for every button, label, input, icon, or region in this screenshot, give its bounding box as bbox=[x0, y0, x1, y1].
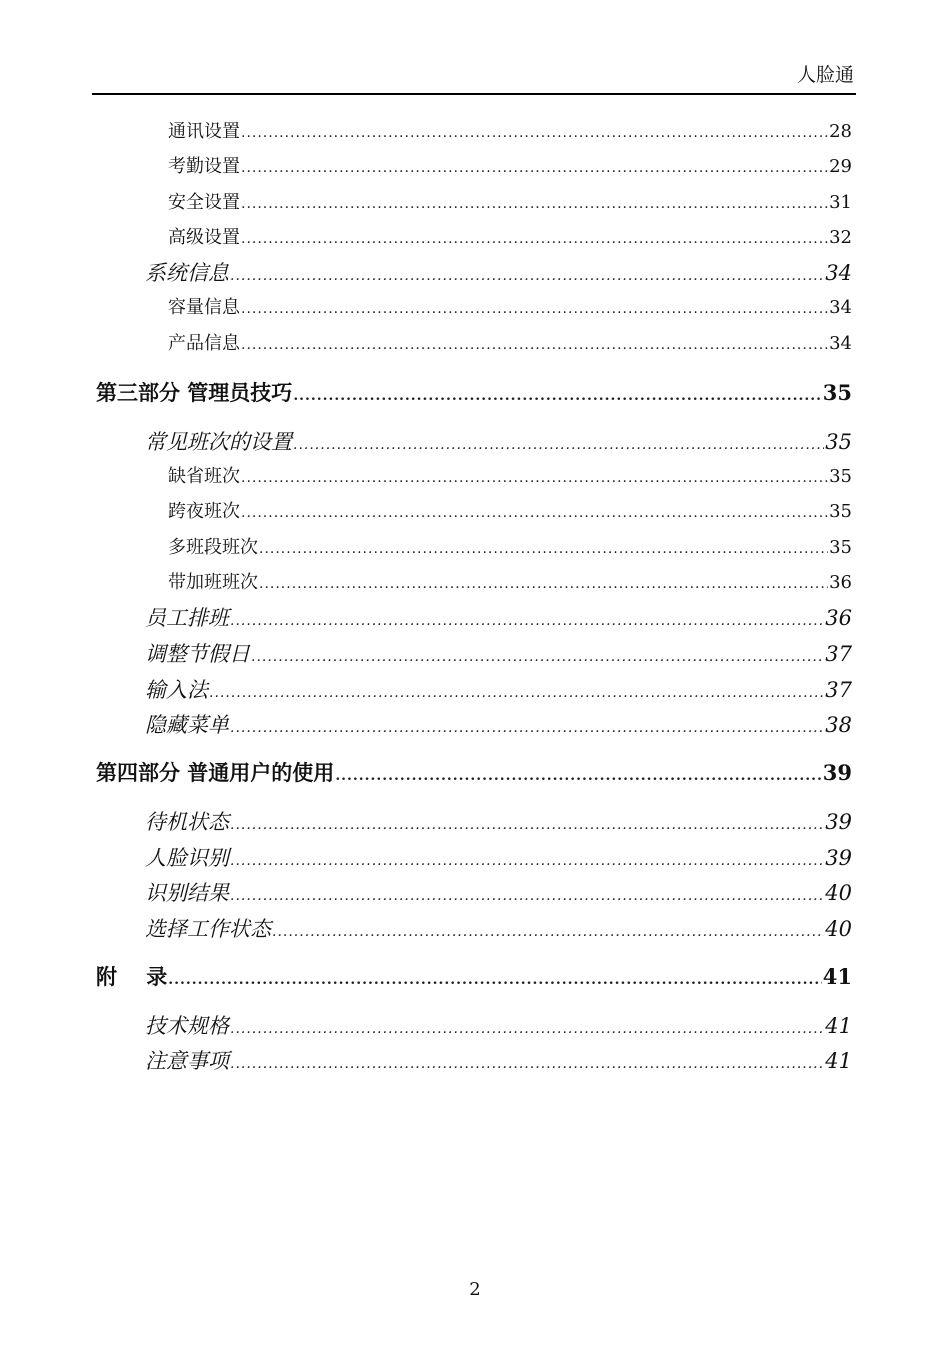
toc-leader-dots bbox=[241, 465, 828, 491]
toc-page-number: 35 bbox=[822, 380, 852, 405]
toc-entry-title: 容量信息 bbox=[168, 297, 240, 318]
toc-entry-comm-settings[interactable] bbox=[168, 119, 852, 146]
toc-leader-dots bbox=[230, 882, 824, 910]
toc-leader-dots bbox=[293, 431, 824, 459]
toc-page-number: 39 bbox=[825, 810, 852, 834]
toc-entry-appendix[interactable] bbox=[96, 963, 852, 994]
toc-entry-title: 产品信息 bbox=[168, 333, 240, 354]
toc-page-number: 29 bbox=[829, 156, 852, 177]
toc-leader-dots bbox=[335, 762, 821, 790]
toc-entry-advanced-settings[interactable] bbox=[168, 225, 852, 252]
toc-entry-title: 缺省班次 bbox=[168, 466, 240, 487]
toc-entry-attendance-settings[interactable] bbox=[168, 154, 852, 181]
toc-leader-dots bbox=[272, 918, 824, 946]
toc-page-number: 38 bbox=[825, 713, 852, 737]
toc-page-number: 35 bbox=[829, 537, 852, 558]
toc-leader-dots bbox=[241, 226, 828, 252]
toc-leader-dots bbox=[241, 120, 828, 146]
toc-page-number: 41 bbox=[822, 964, 852, 989]
toc-entry-title: 安全设置 bbox=[168, 192, 240, 213]
toc-entry-title: 技术规格 bbox=[145, 1014, 229, 1038]
toc-page-number: 35 bbox=[825, 430, 852, 454]
toc-entry-title: 第四部分 普通用户的使用 bbox=[96, 760, 335, 785]
toc-page-number: 39 bbox=[822, 760, 852, 785]
toc-entry-title: 隐藏菜单 bbox=[145, 713, 229, 737]
toc-entry-title: 考勤设置 bbox=[168, 156, 240, 177]
toc-entry-title: 待机状态 bbox=[145, 810, 229, 834]
header-title: 人脸通 bbox=[796, 64, 854, 86]
toc-entry-recognition-result[interactable] bbox=[145, 879, 852, 910]
toc-page-number: 34 bbox=[825, 261, 852, 285]
toc-leader-dots bbox=[259, 571, 828, 597]
toc-entry-title: 注意事项 bbox=[145, 1049, 229, 1073]
toc-leader-dots bbox=[293, 382, 821, 410]
toc-entry-title: 输入法 bbox=[145, 678, 208, 702]
toc-entry-title: 多班段班次 bbox=[168, 537, 258, 558]
toc-entry-overtime-shift[interactable] bbox=[168, 570, 852, 597]
toc-page-number: 37 bbox=[825, 678, 852, 702]
toc-entry-face-recognition[interactable] bbox=[145, 844, 852, 875]
toc-entry-part-three[interactable] bbox=[96, 379, 852, 410]
toc-page-number: 35 bbox=[829, 501, 852, 522]
toc-entry-title: 带加班班次 bbox=[168, 572, 258, 593]
toc-page-number: 36 bbox=[825, 606, 852, 630]
toc-page-number: 34 bbox=[829, 297, 852, 318]
toc-leader-dots bbox=[230, 847, 824, 875]
toc-leader-dots bbox=[241, 155, 828, 181]
toc-leader-dots bbox=[241, 191, 828, 217]
toc-page-number: 28 bbox=[829, 121, 852, 142]
toc-leader-dots bbox=[230, 1050, 824, 1078]
toc-page-number: 32 bbox=[829, 227, 852, 248]
toc-entry-title: 通讯设置 bbox=[168, 121, 240, 142]
toc-entry-title: 员工排班 bbox=[145, 606, 229, 630]
toc-entry-title: 附 录 bbox=[96, 964, 168, 989]
toc-entry-multi-period-shift[interactable] bbox=[168, 535, 852, 562]
toc-entry-tech-specs[interactable] bbox=[145, 1012, 852, 1043]
toc-entry-security-settings[interactable] bbox=[168, 190, 852, 217]
toc-leader-dots bbox=[168, 966, 822, 994]
toc-entry-title: 调整节假日 bbox=[145, 642, 250, 666]
toc-entry-title: 系统信息 bbox=[145, 261, 229, 285]
toc-entry-title: 跨夜班次 bbox=[168, 501, 240, 522]
toc-leader-dots bbox=[230, 607, 824, 635]
toc-leader-dots bbox=[209, 679, 824, 707]
toc-page-number: 41 bbox=[825, 1049, 852, 1073]
toc-page-number: 35 bbox=[829, 466, 852, 487]
toc-leader-dots bbox=[241, 332, 828, 358]
toc-entry-common-shifts[interactable] bbox=[145, 428, 852, 459]
toc-entry-overnight-shift[interactable] bbox=[168, 499, 852, 526]
toc-entry-input-method[interactable] bbox=[145, 676, 852, 707]
toc-entry-staff-scheduling[interactable] bbox=[145, 604, 852, 635]
toc-entry-system-info[interactable] bbox=[145, 259, 852, 290]
toc-entry-title: 高级设置 bbox=[168, 227, 240, 248]
toc-page-number: 31 bbox=[829, 192, 852, 213]
toc-entry-title: 人脸识别 bbox=[145, 846, 229, 870]
toc-entry-product-info[interactable] bbox=[168, 331, 852, 358]
toc-leader-dots bbox=[230, 811, 824, 839]
toc-page-number: 40 bbox=[825, 881, 852, 905]
toc-leader-dots bbox=[241, 296, 828, 322]
toc-entry-title: 第三部分 管理员技巧 bbox=[96, 380, 293, 405]
toc-page-number: 37 bbox=[825, 642, 852, 666]
toc-entry-hidden-menu[interactable] bbox=[145, 711, 852, 742]
toc-page-number: 34 bbox=[829, 333, 852, 354]
toc-entry-title: 识别结果 bbox=[145, 881, 229, 905]
toc-entry-standby-state[interactable] bbox=[145, 808, 852, 839]
toc-page-number: 41 bbox=[825, 1014, 852, 1038]
toc-entry-holiday-adjust[interactable] bbox=[145, 640, 852, 671]
toc-leader-dots bbox=[241, 500, 828, 526]
toc-entry-part-four[interactable] bbox=[96, 759, 852, 790]
toc-entry-default-shift[interactable] bbox=[168, 464, 852, 491]
toc-entry-capacity-info[interactable] bbox=[168, 295, 852, 322]
toc-leader-dots bbox=[251, 643, 824, 671]
toc-entry-title: 选择工作状态 bbox=[145, 917, 271, 941]
toc-leader-dots bbox=[230, 1015, 824, 1043]
toc-leader-dots bbox=[230, 262, 824, 290]
toc-leader-dots bbox=[230, 714, 824, 742]
toc-entry-title: 常见班次的设置 bbox=[145, 430, 292, 454]
toc-page-number: 40 bbox=[825, 917, 852, 941]
toc-leader-dots bbox=[259, 536, 828, 562]
toc-entry-select-work-state[interactable] bbox=[145, 915, 852, 946]
toc-entry-precautions[interactable] bbox=[145, 1047, 852, 1078]
page-number: 2 bbox=[469, 1279, 481, 1300]
toc-page-number: 36 bbox=[829, 572, 852, 593]
toc-page-number: 39 bbox=[825, 846, 852, 870]
